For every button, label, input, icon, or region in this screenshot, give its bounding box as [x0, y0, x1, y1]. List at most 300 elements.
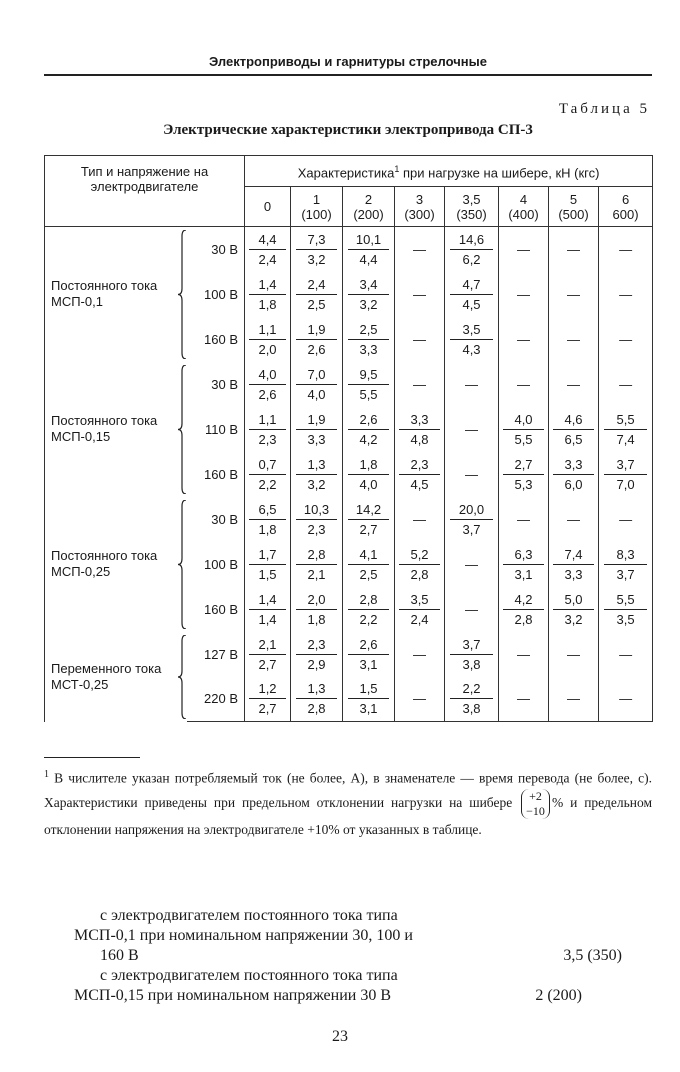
current-value: 2,8	[348, 592, 390, 610]
switch-time-value: 3,2	[359, 296, 378, 312]
value-fraction	[343, 317, 395, 362]
current-value: 3,5	[450, 322, 493, 340]
tolerance-bracket	[521, 789, 550, 819]
switch-time-value: 2,6	[258, 386, 277, 402]
value-fraction	[445, 497, 499, 542]
load-column-kn: 3	[415, 191, 424, 207]
current-value: 3,5	[399, 592, 439, 610]
switch-time-value: 4,4	[359, 251, 378, 267]
fraction	[553, 457, 593, 492]
switch-time-value: 3,2	[307, 251, 326, 267]
fraction	[296, 592, 338, 627]
value-fraction	[599, 542, 653, 587]
table-title: Электрические характеристики электропривода СП-3	[163, 122, 533, 138]
current-value: 7,3	[296, 232, 338, 250]
value-fraction	[245, 542, 291, 587]
current-value: 14,2	[348, 502, 390, 520]
value-fraction	[291, 677, 343, 722]
fraction	[348, 277, 390, 312]
value-fraction	[343, 452, 395, 497]
current-value: 4,7	[450, 277, 493, 295]
fraction	[249, 412, 286, 447]
fraction	[450, 502, 493, 537]
switch-time-value: 3,3	[307, 431, 326, 447]
current-value: 2,1	[249, 637, 286, 655]
fraction	[296, 637, 338, 672]
value-fraction	[499, 587, 549, 632]
header-type-label: Тип и напряжение на электродвигателе	[80, 164, 209, 194]
current-value: 5,5	[604, 592, 648, 610]
current-value: 14,6	[450, 232, 493, 250]
value-dash: —	[445, 542, 499, 587]
value-fraction	[291, 542, 343, 587]
current-value: 1,9	[296, 412, 338, 430]
load-column-header	[343, 187, 395, 227]
switch-time-value: 2,8	[410, 566, 429, 582]
value-fraction	[245, 587, 291, 632]
value-fraction	[245, 317, 291, 362]
value-dash: —	[549, 677, 599, 722]
fraction	[348, 637, 390, 672]
current-value: 2,8	[296, 547, 338, 565]
header-rule	[44, 74, 652, 76]
value-fraction	[245, 227, 291, 272]
tolerance-bottom: −10	[526, 803, 545, 818]
current-value: 1,4	[249, 277, 286, 295]
current-value: 3,3	[553, 457, 593, 475]
current-value: 1,1	[249, 322, 286, 340]
current-value: 8,3	[604, 547, 648, 565]
value-dash: —	[599, 497, 653, 542]
fraction	[348, 457, 390, 492]
fraction	[604, 592, 648, 627]
current-value: 4,6	[553, 412, 593, 430]
current-value: 4,0	[503, 412, 543, 430]
group-brace	[177, 635, 187, 719]
value-dash: —	[499, 677, 549, 722]
current-value: 10,3	[296, 502, 338, 520]
value-fraction	[395, 542, 445, 587]
fraction	[604, 412, 648, 447]
value-dash: —	[599, 362, 653, 407]
value-fraction	[599, 452, 653, 497]
table-number: Таблица 5	[558, 101, 650, 117]
value-dash: —	[549, 317, 599, 362]
load-column-header	[599, 187, 653, 227]
fraction	[399, 592, 439, 627]
load-column-header	[395, 187, 445, 227]
value-dash: —	[499, 362, 549, 407]
value-dash: —	[395, 632, 445, 677]
voltage-cell: 30 В	[187, 227, 245, 272]
fraction	[503, 457, 543, 492]
current-value: 2,0	[296, 592, 338, 610]
switch-time-value: 4,3	[462, 341, 481, 357]
switch-time-value: 2,5	[359, 566, 378, 582]
body-line-5-text: МСП-0,15 при номинальном напряжении 30 В	[74, 987, 391, 1004]
value-fraction	[291, 632, 343, 677]
current-value: 1,3	[296, 681, 338, 699]
fraction	[503, 412, 543, 447]
voltage-cell: 100 В	[187, 542, 245, 587]
load-column-header	[499, 187, 549, 227]
load-column-kn: 2	[364, 191, 373, 207]
value-fraction	[445, 632, 499, 677]
value-fraction	[599, 587, 653, 632]
body-text	[44, 906, 652, 1006]
load-column-header	[291, 187, 343, 227]
fraction	[249, 277, 286, 312]
motor-type-current: Переменного тока	[51, 660, 162, 676]
fraction	[348, 681, 390, 716]
running-header: Электроприводы и гарнитуры стрелочные	[209, 54, 487, 69]
value-fraction	[343, 587, 395, 632]
switch-time-value: 2,8	[514, 611, 533, 627]
current-value: 4,4	[249, 232, 286, 250]
value-fraction	[291, 407, 343, 452]
motor-type-current: Постоянного тока	[51, 413, 158, 428]
value-fraction	[343, 272, 395, 317]
load-column-header	[445, 187, 499, 227]
value-dash: —	[395, 362, 445, 407]
current-value: 5,2	[399, 547, 439, 565]
fraction	[296, 232, 338, 267]
current-value: 7,4	[553, 547, 593, 565]
load-column-kn: 3,5	[462, 191, 481, 207]
fraction	[296, 457, 338, 492]
fraction	[296, 547, 338, 582]
current-value: 1,4	[249, 592, 286, 610]
body-line-3-value: 3,5 (350)	[563, 947, 622, 964]
value-dash: —	[499, 227, 549, 272]
value-fraction	[291, 587, 343, 632]
current-value: 3,4	[348, 277, 390, 295]
fraction	[348, 367, 390, 402]
group-brace	[177, 230, 187, 359]
current-value: 6,5	[249, 502, 286, 520]
load-column-kgs: (200)	[353, 206, 384, 222]
load-column-kn: 1	[312, 191, 321, 207]
body-line-5-value: 2 (200)	[535, 987, 582, 1004]
current-value: 7,0	[296, 367, 338, 385]
value-dash: —	[499, 317, 549, 362]
switch-time-value: 4,0	[307, 386, 326, 402]
header-type-voltage	[45, 156, 245, 227]
switch-time-value: 3,1	[514, 566, 533, 582]
page-number: 23	[332, 1028, 348, 1045]
switch-time-value: 6,2	[462, 251, 481, 267]
current-value: 6,3	[503, 547, 543, 565]
value-fraction	[549, 542, 599, 587]
switch-time-value: 2,8	[307, 701, 326, 717]
fraction	[348, 592, 390, 627]
value-fraction	[343, 362, 395, 407]
value-fraction	[549, 452, 599, 497]
current-value: 0,7	[249, 457, 286, 475]
load-column-kgs: (350)	[456, 206, 487, 222]
current-value: 2,6	[348, 637, 390, 655]
motor-type-model: МСП-0,25	[51, 564, 111, 579]
current-value: 1,7	[249, 547, 286, 565]
value-fraction	[445, 317, 499, 362]
value-fraction	[395, 587, 445, 632]
value-fraction	[445, 677, 499, 722]
load-column-kgs: (400)	[508, 206, 539, 222]
value-dash: —	[445, 407, 499, 452]
load-column-kn: 6	[621, 191, 630, 207]
value-fraction	[499, 407, 549, 452]
value-dash: —	[395, 497, 445, 542]
group-brace	[177, 500, 187, 629]
value-fraction	[599, 407, 653, 452]
current-value: 2,3	[296, 637, 338, 655]
fraction	[450, 637, 493, 672]
body-line-1: с электродвигателем постоянного тока типа	[100, 907, 398, 924]
switch-time-value: 5,3	[514, 476, 533, 492]
switch-time-value: 3,3	[359, 341, 378, 357]
footnote-text-1: В числителе указан потребляемый ток (не более, А), в знаменателе — время перевода (не более, с). Характеристики приведены при предельном отклонении нагрузки на шибере	[44, 770, 653, 810]
switch-time-value: 2,1	[307, 566, 326, 582]
switch-time-value: 2,4	[258, 251, 277, 267]
switch-time-value: 3,2	[307, 476, 326, 492]
value-dash: —	[599, 632, 653, 677]
value-fraction	[245, 632, 291, 677]
fraction	[296, 502, 338, 537]
footnote-text-2: % и предельном отклонении напряжения на электродвигателе +10% от указанных в таблице.	[44, 794, 653, 837]
characteristics-table	[44, 155, 653, 722]
value-fraction	[445, 272, 499, 317]
motor-type-model: МСТ-0,25	[51, 676, 109, 692]
load-column-kgs: (300)	[404, 206, 435, 222]
value-fraction	[245, 407, 291, 452]
motor-type-cell	[45, 227, 187, 362]
footnote	[44, 764, 652, 840]
value-fraction	[245, 677, 291, 722]
value-fraction	[343, 497, 395, 542]
value-fraction	[291, 362, 343, 407]
footnote-rule	[44, 757, 140, 758]
current-value: 2,3	[399, 457, 439, 475]
switch-time-value: 7,0	[616, 476, 635, 492]
switch-time-value: 2,7	[258, 656, 277, 672]
switch-time-value: 6,5	[564, 431, 583, 447]
motor-type-model: МСП-0,15	[51, 429, 111, 444]
switch-time-value: 2,4	[410, 611, 429, 627]
motor-type-cell	[45, 497, 187, 632]
fraction	[249, 502, 286, 537]
current-value: 1,3	[296, 457, 338, 475]
value-dash: —	[395, 227, 445, 272]
load-column-kgs: (500)	[558, 206, 589, 222]
value-fraction	[343, 407, 395, 452]
value-dash: —	[445, 362, 499, 407]
switch-time-value: 3,8	[462, 701, 481, 717]
footnote-mark: 1	[44, 769, 49, 780]
switch-time-value: 4,5	[462, 296, 481, 312]
fraction	[503, 547, 543, 582]
switch-time-value: 6,0	[564, 476, 583, 492]
switch-time-value: 4,5	[410, 476, 429, 492]
body-line-5	[44, 986, 652, 1006]
fraction	[553, 592, 593, 627]
value-dash: —	[395, 677, 445, 722]
value-dash: —	[599, 317, 653, 362]
switch-time-value: 3,5	[616, 611, 635, 627]
current-value: 5,5	[604, 412, 648, 430]
switch-time-value: 1,5	[258, 566, 277, 582]
value-dash: —	[395, 317, 445, 362]
value-dash: —	[549, 497, 599, 542]
current-value: 3,3	[399, 412, 439, 430]
value-fraction	[291, 452, 343, 497]
voltage-cell: 110 В	[187, 407, 245, 452]
switch-time-value: 2,3	[258, 431, 277, 447]
switch-time-value: 4,0	[359, 476, 378, 492]
switch-time-value: 2,6	[307, 341, 326, 357]
motor-type-current: Постоянного тока	[51, 548, 158, 563]
load-column-kgs: (100)	[301, 206, 332, 222]
value-fraction	[395, 452, 445, 497]
load-column-header	[245, 187, 291, 227]
voltage-cell: 160 В	[187, 587, 245, 632]
switch-time-value: 1,8	[258, 521, 277, 537]
motor-type-cell	[45, 362, 187, 497]
value-fraction	[395, 407, 445, 452]
value-dash: —	[499, 272, 549, 317]
load-column-kn: 5	[569, 191, 578, 207]
current-value: 3,7	[450, 637, 493, 655]
fraction	[296, 681, 338, 716]
value-fraction	[291, 272, 343, 317]
fraction	[503, 592, 543, 627]
fraction	[249, 592, 286, 627]
switch-time-value: 5,5	[359, 386, 378, 402]
value-fraction	[291, 227, 343, 272]
value-fraction	[499, 452, 549, 497]
voltage-cell: 30 В	[187, 497, 245, 542]
motor-type-model: МСП-0,1	[51, 294, 103, 310]
fraction	[296, 367, 338, 402]
switch-time-value: 3,7	[616, 566, 635, 582]
value-dash: —	[445, 452, 499, 497]
switch-time-value: 2,3	[307, 521, 326, 537]
switch-time-value: 2,0	[258, 341, 277, 357]
value-fraction	[291, 497, 343, 542]
current-value: 3,7	[604, 457, 648, 475]
current-value: 2,2	[450, 681, 493, 699]
switch-time-value: 3,7	[462, 521, 481, 537]
value-fraction	[291, 317, 343, 362]
fraction	[399, 457, 439, 492]
footnote-ref: 1	[394, 163, 400, 174]
fraction	[249, 367, 286, 402]
voltage-cell: 30 В	[187, 362, 245, 407]
value-dash: —	[599, 677, 653, 722]
value-dash: —	[549, 632, 599, 677]
fraction	[604, 547, 648, 582]
fraction	[450, 277, 493, 312]
value-dash: —	[549, 272, 599, 317]
fraction	[348, 322, 390, 357]
body-line-3	[44, 946, 652, 966]
switch-time-value: 1,8	[258, 296, 277, 312]
body-line-4: с электродвигателем постоянного тока типа	[100, 967, 398, 984]
switch-time-value: 2,7	[359, 521, 378, 537]
value-fraction	[245, 272, 291, 317]
switch-time-value: 4,8	[410, 431, 429, 447]
current-value: 2,4	[296, 277, 338, 295]
fraction	[348, 502, 390, 537]
value-fraction	[445, 227, 499, 272]
value-dash: —	[499, 497, 549, 542]
group-brace	[177, 365, 187, 494]
switch-time-value: 4,2	[359, 431, 378, 447]
body-line-2: МСП-0,1 при номинальном напряжении 30, 100 и	[74, 927, 413, 944]
switch-time-value: 2,7	[258, 701, 277, 717]
current-value: 1,1	[249, 412, 286, 430]
fraction	[348, 547, 390, 582]
voltage-cell: 160 В	[187, 452, 245, 497]
current-value: 10,1	[348, 232, 390, 250]
current-value: 5,0	[553, 592, 593, 610]
current-value: 2,6	[348, 412, 390, 430]
current-value: 1,8	[348, 457, 390, 475]
motor-type-cell	[45, 632, 187, 722]
value-dash: —	[445, 587, 499, 632]
switch-time-value: 7,4	[616, 431, 635, 447]
current-value: 2,7	[503, 457, 543, 475]
tolerance-top: +2	[529, 788, 542, 803]
header-char-label: Характеристика	[297, 165, 395, 181]
header-char-tail: при нагрузке на шибере, кН (кгс)	[403, 165, 600, 181]
fraction	[604, 457, 648, 492]
value-fraction	[549, 407, 599, 452]
load-column-kgs: 600)	[612, 206, 639, 222]
voltage-cell: 220 В	[187, 677, 245, 722]
current-value: 4,2	[503, 592, 543, 610]
value-fraction	[499, 542, 549, 587]
fraction	[450, 232, 493, 267]
value-dash: —	[549, 362, 599, 407]
value-fraction	[549, 587, 599, 632]
load-column-kn: 4	[519, 191, 528, 207]
switch-time-value: 3,1	[359, 656, 378, 672]
load-column-header	[549, 187, 599, 227]
fraction	[249, 232, 286, 267]
body-line-3-text: 160 В	[100, 947, 139, 964]
voltage-cell: 100 В	[187, 272, 245, 317]
current-value: 4,1	[348, 547, 390, 565]
value-dash: —	[395, 272, 445, 317]
fraction	[249, 322, 286, 357]
current-value: 4,0	[249, 367, 286, 385]
switch-time-value: 1,8	[307, 611, 326, 627]
fraction	[553, 547, 593, 582]
fraction	[450, 322, 493, 357]
fraction	[296, 277, 338, 312]
fraction	[348, 412, 390, 447]
current-value: 1,5	[348, 681, 390, 699]
value-fraction	[343, 227, 395, 272]
switch-time-value: 2,2	[258, 476, 277, 492]
current-value: 9,5	[348, 367, 390, 385]
current-value: 2,5	[348, 322, 390, 340]
switch-time-value: 2,5	[307, 296, 326, 312]
value-dash: —	[599, 272, 653, 317]
switch-time-value: 2,2	[359, 611, 378, 627]
switch-time-value: 5,5	[514, 431, 533, 447]
switch-time-value: 2,9	[307, 656, 326, 672]
